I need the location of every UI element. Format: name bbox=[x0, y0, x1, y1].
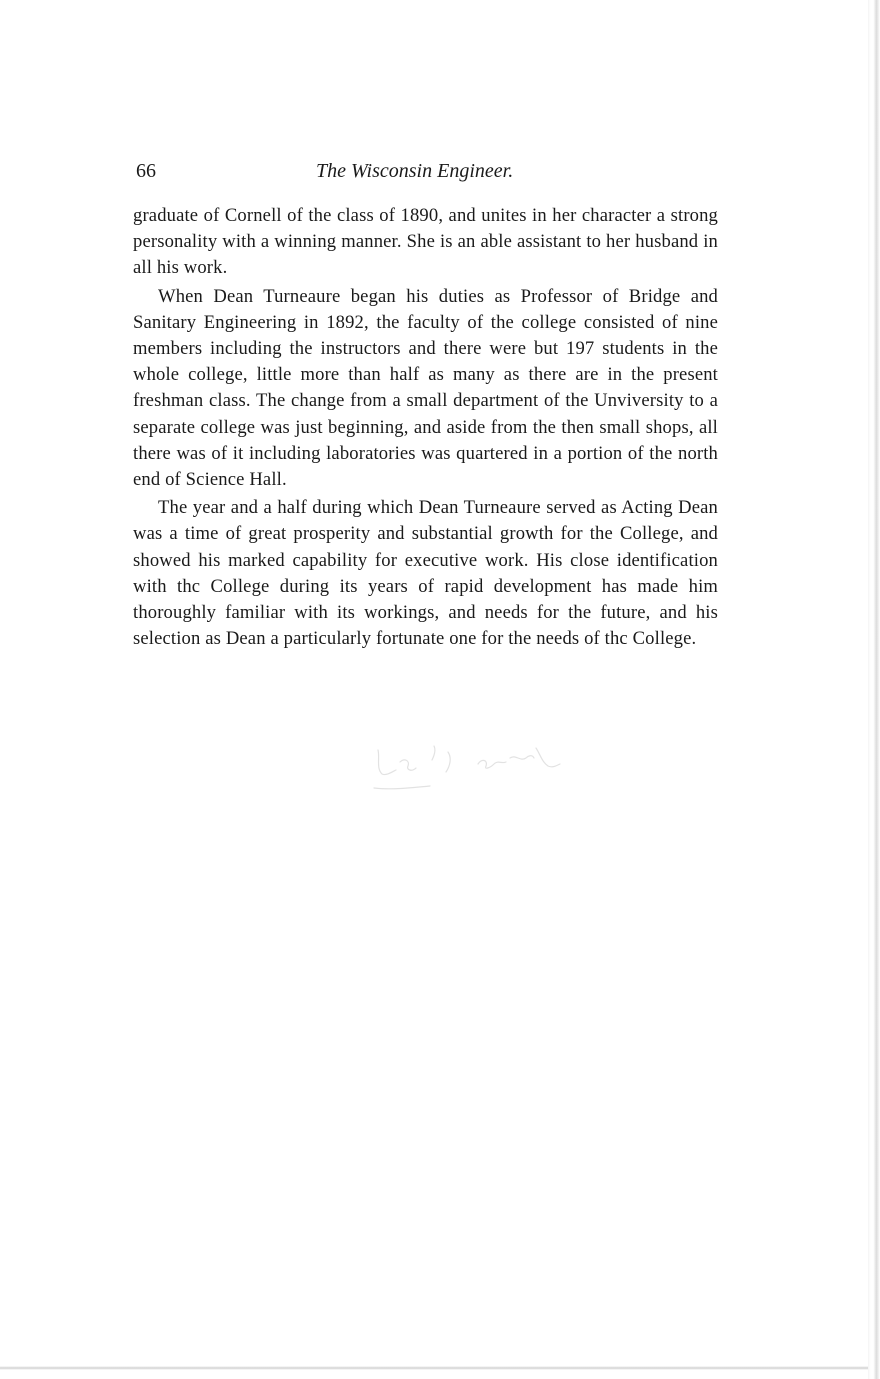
scan-edge-line bbox=[0, 1366, 868, 1370]
running-head bbox=[136, 158, 718, 184]
paragraph-dean-duties: When Dean Turneaure began his duties as Professor of Bridge and Sanitary Engineering in 1892, the faculty of the college consisted of nine members including the instructors and there were but 197 students in the whole college, little more than half as many as there are in the present freshman class. The change from a small department of the Unviversity to a separate college was just beginning, and aside from the then small shops, all there was of it including laboratories was quartered in a portion of the north end of Science Hall. bbox=[133, 285, 718, 491]
paragraph-acting-dean: The year and a half during which Dean Turneaure served as Acting Dean was a time of great prosperity and substantial growth for the College, and showed his marked capability for executive work. His close identification with thc College during its years of rapid development has made him thoroughly familiar with its workings, and needs for the future, and his selection as Dean a particularly fortunate one for the needs of thc College. bbox=[133, 497, 718, 650]
scan-page-edge bbox=[868, 0, 880, 1379]
journal-title: The Wisconsin Engineer. bbox=[316, 160, 514, 182]
faint-stamp-mark bbox=[370, 728, 610, 798]
page-number: 66 bbox=[136, 160, 156, 182]
paragraph-continuation: graduate of Cornell of the class of 1890, and unites in her character a strong personality with a winning manner. She is an able assistant to her husband in all his work. bbox=[133, 205, 718, 279]
body-text bbox=[133, 203, 718, 652]
